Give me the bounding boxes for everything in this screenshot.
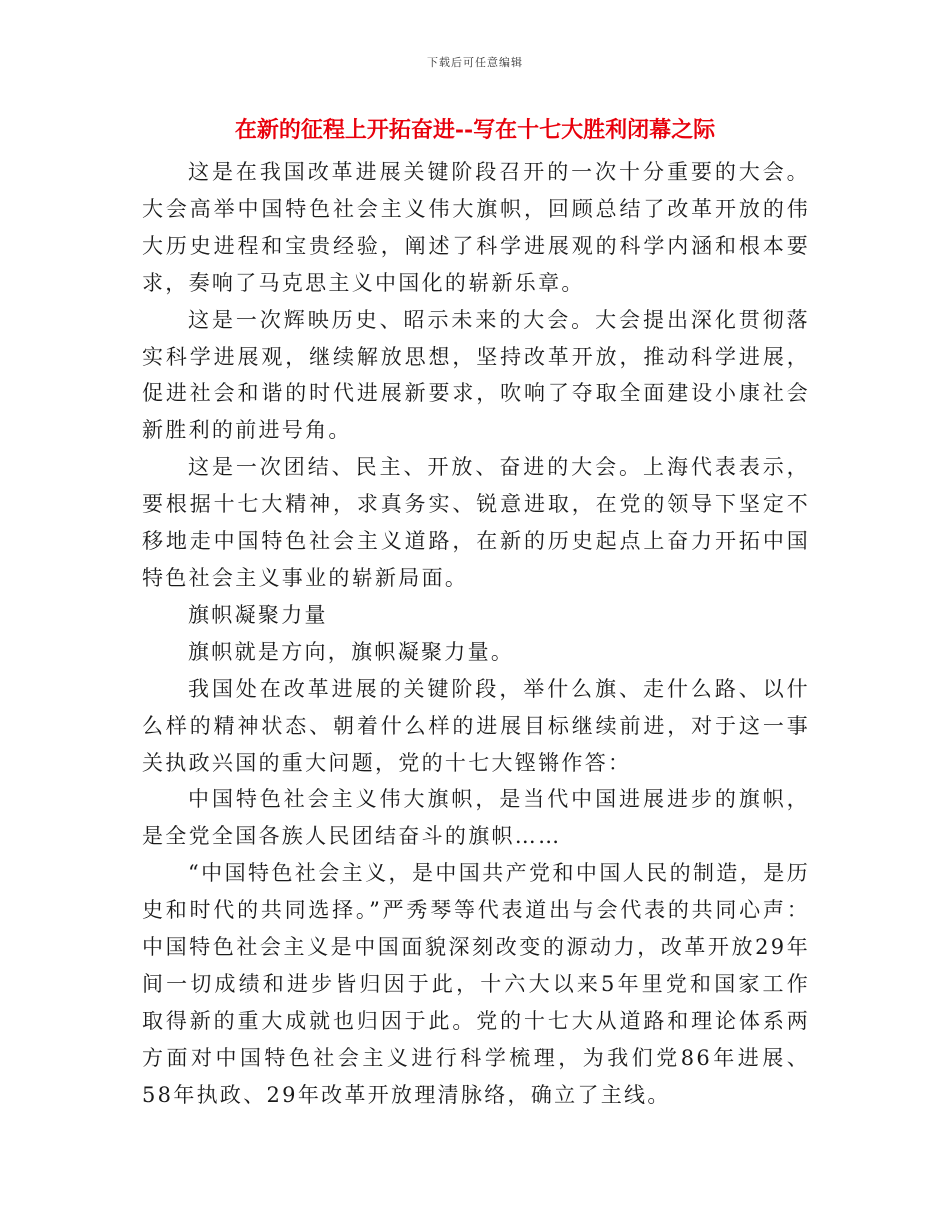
paragraph-3: 这是一次团结、民主、开放、奋进的大会。上海代表表示，要根据十七大精神，求真务实、锐意进取，在党的领导下坚定不移地走中国特色社会主义道路，在新的历史起点上奋力开拓中国特色社会主义事业的崭新局面。 — [142, 455, 810, 590]
paragraph-8: “中国特色社会主义，是中国共产党和中国人民的制造，是历史和时代的共同选择。”严秀琴等代表道出与会代表的共同心声：中国特色社会主义是中国面貌深刻改变的源动力，改革开放29年间一切成绩和进步皆归因于此，十六大以来5年里党和国家工作取得新的重大成就也归因于此。党的十七大从道路和理论体系两方面对中国特色社会主义进行科学梳理，为我们党86年进展、58年执政、29年改革开放理清脉络，确立了主线。 — [142, 861, 810, 1107]
document-body — [142, 154, 810, 1114]
paragraph-7: 中国特色社会主义伟大旗帜，是当代中国进展进步的旗帜，是全党全国各族人民团结奋斗的旗帜…… — [142, 787, 810, 849]
paragraph-5: 旗帜就是方向，旗帜凝聚力量。 — [188, 639, 515, 664]
header-note: 下载后可任意编辑 — [427, 56, 523, 69]
paragraph-1: 这是在我国改革进展关键阶段召开的一次十分重要的大会。大会高举中国特色社会主义伟大旗帜，回顾总结了改革开放的伟大历史进程和宝贵经验，阐述了科学进展观的科学内涵和根本要求，奏响了马克思主义中国化的崭新乐章。 — [142, 160, 810, 295]
document-title: 在新的征程上开拓奋进--写在十七大胜利闭幕之际 — [234, 117, 716, 143]
paragraph-6: 我国处在改革进展的关键阶段，举什么旗、走什么路、以什么样的精神状态、朝着什么样的进展目标继续前进，对于这一事关执政兴国的重大问题，党的十七大铿锵作答： — [142, 676, 810, 775]
paragraph-2: 这是一次辉映历史、昭示未来的大会。大会提出深化贯彻落实科学进展观，继续解放思想，坚持改革开放，推动科学进展，促进社会和谐的时代进展新要求，吹响了夺取全面建设小康社会新胜利的前进号角。 — [142, 307, 810, 443]
section-heading: 旗帜凝聚力量 — [188, 602, 328, 627]
